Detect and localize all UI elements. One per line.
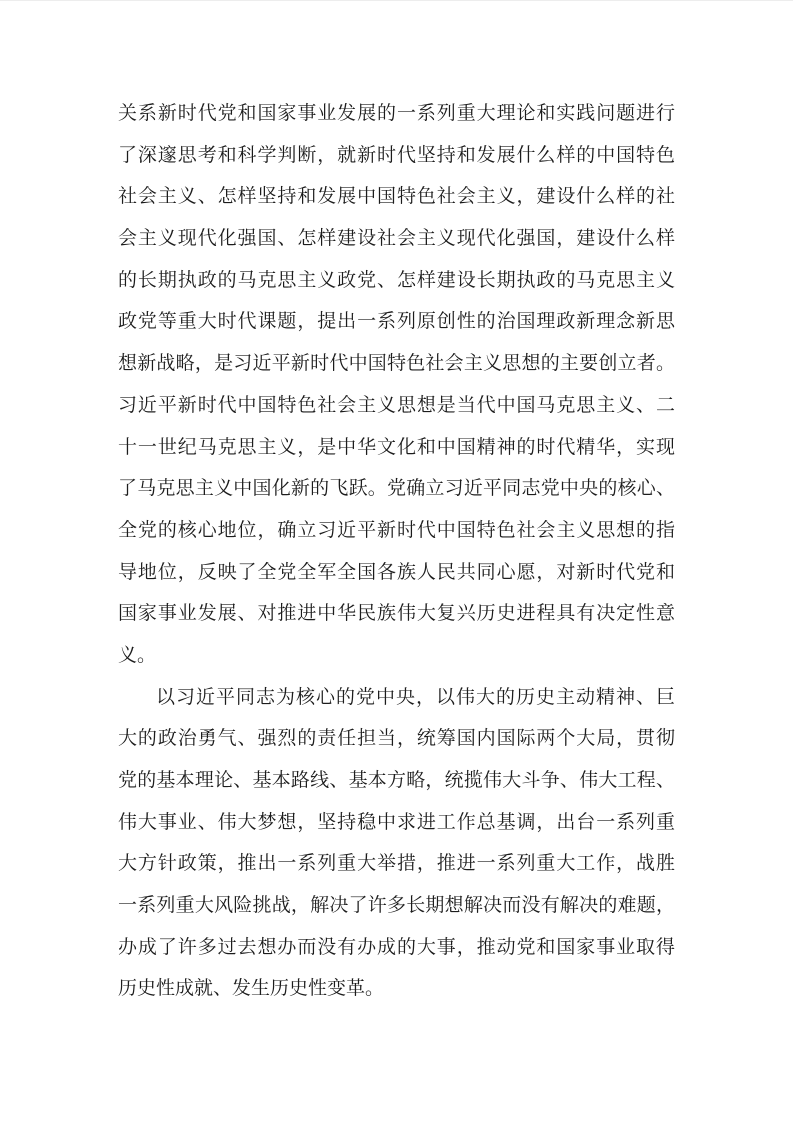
document-content bbox=[118, 93, 675, 1010]
text-line: 的长期执政的马克思主义政党、怎样建设长期执政的马克思主义 bbox=[118, 269, 675, 291]
text-line: 十一世纪马克思主义，是中华文化和中国精神的时代精华，实现 bbox=[118, 436, 675, 458]
text-line: 党的基本理论、基本路线、基本方略，统揽伟大斗争、伟大工程、 bbox=[118, 770, 675, 791]
paragraph-2 bbox=[118, 677, 675, 1011]
text-line: 导地位，反映了全党全军全国各族人民共同心愿，对新时代党和 bbox=[118, 561, 675, 583]
paragraph-1 bbox=[118, 93, 675, 677]
text-line: 政党等重大时代课题，提出一系列原创性的治国理政新理念新思 bbox=[118, 311, 675, 333]
text-line: 了马克思主义中国化新的飞跃。党确立习近平同志党中央的核心、 bbox=[118, 478, 675, 500]
text-line: 义。 bbox=[118, 644, 157, 666]
text-line: 想新战略，是习近平新时代中国特色社会主义思想的主要创立者。 bbox=[118, 353, 675, 375]
text-line: 大方针政策，推出一系列重大举措，推进一系列重大工作，战胜 bbox=[118, 853, 675, 875]
text-line: 全党的核心地位，确立习近平新时代中国特色社会主义思想的指 bbox=[118, 519, 675, 541]
text-line: 办成了许多过去想办而没有办成的大事，推动党和国家事业取得 bbox=[118, 936, 675, 958]
text-line: 历史性成就、发生历史性变革。 bbox=[118, 978, 385, 1000]
text-line: 国家事业发展、对推进中华民族伟大复兴历史进程具有决定性意 bbox=[118, 603, 675, 625]
text-line: 社会主义、怎样坚持和发展中国特色社会主义，建设什么样的社 bbox=[118, 186, 675, 208]
text-line: 以习近平同志为核心的党中央，以伟大的历史主动精神、巨 bbox=[156, 686, 675, 708]
text-line: 关系新时代党和国家事业发展的一系列重大理论和实践问题进行 bbox=[118, 103, 675, 124]
text-line: 习近平新时代中国特色社会主义思想是当代中国马克思主义、二 bbox=[118, 394, 675, 416]
text-line: 伟大事业、伟大梦想，坚持稳中求进工作总基调，出台一系列重 bbox=[118, 811, 675, 833]
text-line: 了深邃思考和科学判断，就新时代坚持和发展什么样的中国特色 bbox=[118, 144, 675, 166]
text-line: 会主义现代化强国、怎样建设社会主义现代化强国，建设什么样 bbox=[118, 228, 675, 250]
text-line: 大的政治勇气、强烈的责任担当，统筹国内国际两个大局，贯彻 bbox=[118, 728, 675, 750]
text-line: 一系列重大风险挑战，解决了许多长期想解决而没有解决的难题， bbox=[118, 895, 675, 917]
